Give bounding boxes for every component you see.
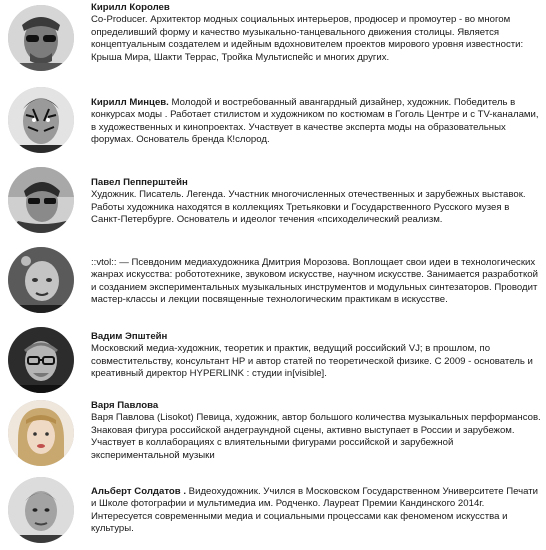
person-bio: Московский медиа-художник, теоретик и практик, ведущий российский VJ; в прошлом, по совместительству, консультант HP и автор статей по теоретической физике. С 2009 - основатель и креативный директор HYPERLINK : студии in[visible]. xyxy=(91,343,533,380)
portrait-woman-icon xyxy=(8,400,74,466)
person-name: Кирилл Минцев. xyxy=(91,97,169,108)
person-name: Варя Павлова xyxy=(91,400,159,411)
portrait-sunglasses-icon xyxy=(8,5,74,71)
person-bio: Варя Павлова (Lisokot) Певица, художник, автор большого количества музыкальных перформансов. Знаковая фигура российской андеграундной сцены, активно выступает в России и зарубежом. Участвует в коллаборациях с влиятельными фигурами российской и зарубежной экспериментальной музыки xyxy=(91,412,541,461)
person-name: Вадим Эпштейн xyxy=(91,331,168,342)
portrait-glasses-icon xyxy=(8,327,74,393)
person-bio: Художник. Писатель. Легенда. Участник многочисленных отечественных и зарубежных выставок. Работы художника находятся в коллекциях Третьяковки и Государственного Русского музея в Санкт-Петербурге. Основатель и идеолог течения «психоделический реализм. xyxy=(91,189,526,226)
portrait-man-icon xyxy=(8,477,74,543)
person-bio: Молодой и востребованный авангардный дизайнер, художник. Победитель в конкурсах моды . Работает стилистом и художником по костюмам в Гоголь Центре и с TV-каналами, в художественных и кинопроектах. Участвует в качестве эксперта моды на образовательных форумах. Основатель бренда К!слород. xyxy=(91,97,539,146)
person-name: Павел Пепперштейн xyxy=(91,177,188,188)
portrait-bald-man-icon xyxy=(8,247,74,313)
person-bio: Co-Producer. Архитектор модных социальных интерьеров, продюсер и промоутер - во многом определивший форму и качество музыкально-танцевального движения столицы. Является концептуальным создателем и идейным вдохновителем проектов мирового уровня известности: Крыша Мира, Шакти Террас, Тройка Мультиспейс и многих других. xyxy=(91,14,524,63)
person-name: Альберт Солдатов . xyxy=(91,486,187,497)
portrait-painted-face-icon xyxy=(8,87,74,153)
portrait-sunglasses-icon xyxy=(8,167,74,233)
person-bio: ::vtol:: — Псевдоним медиахудожника Дмитрия Морозова. Воплощает свои идеи в технологических жанрах искусства: робототехнике, звуковом искусстве, научном искусстве. Занимается разработкой и созданием экспериментальных музыкальных инструментов и модульных синтезаторов. Проводит мастер-классы и лекции посвященные технологическим практикам в искусстве. xyxy=(91,257,538,306)
person-name: Кирилл Королев xyxy=(91,2,170,13)
person-bio: Видеохудожник. Учился в Московском Государственном Университете Печати и Школе фотографии и мультимедиа им. Родченко. Лауреат Премии Кандинского 2014г. Интересуется современными медиа и социальными процессами как феноменом искусства и культуры. xyxy=(91,486,538,535)
